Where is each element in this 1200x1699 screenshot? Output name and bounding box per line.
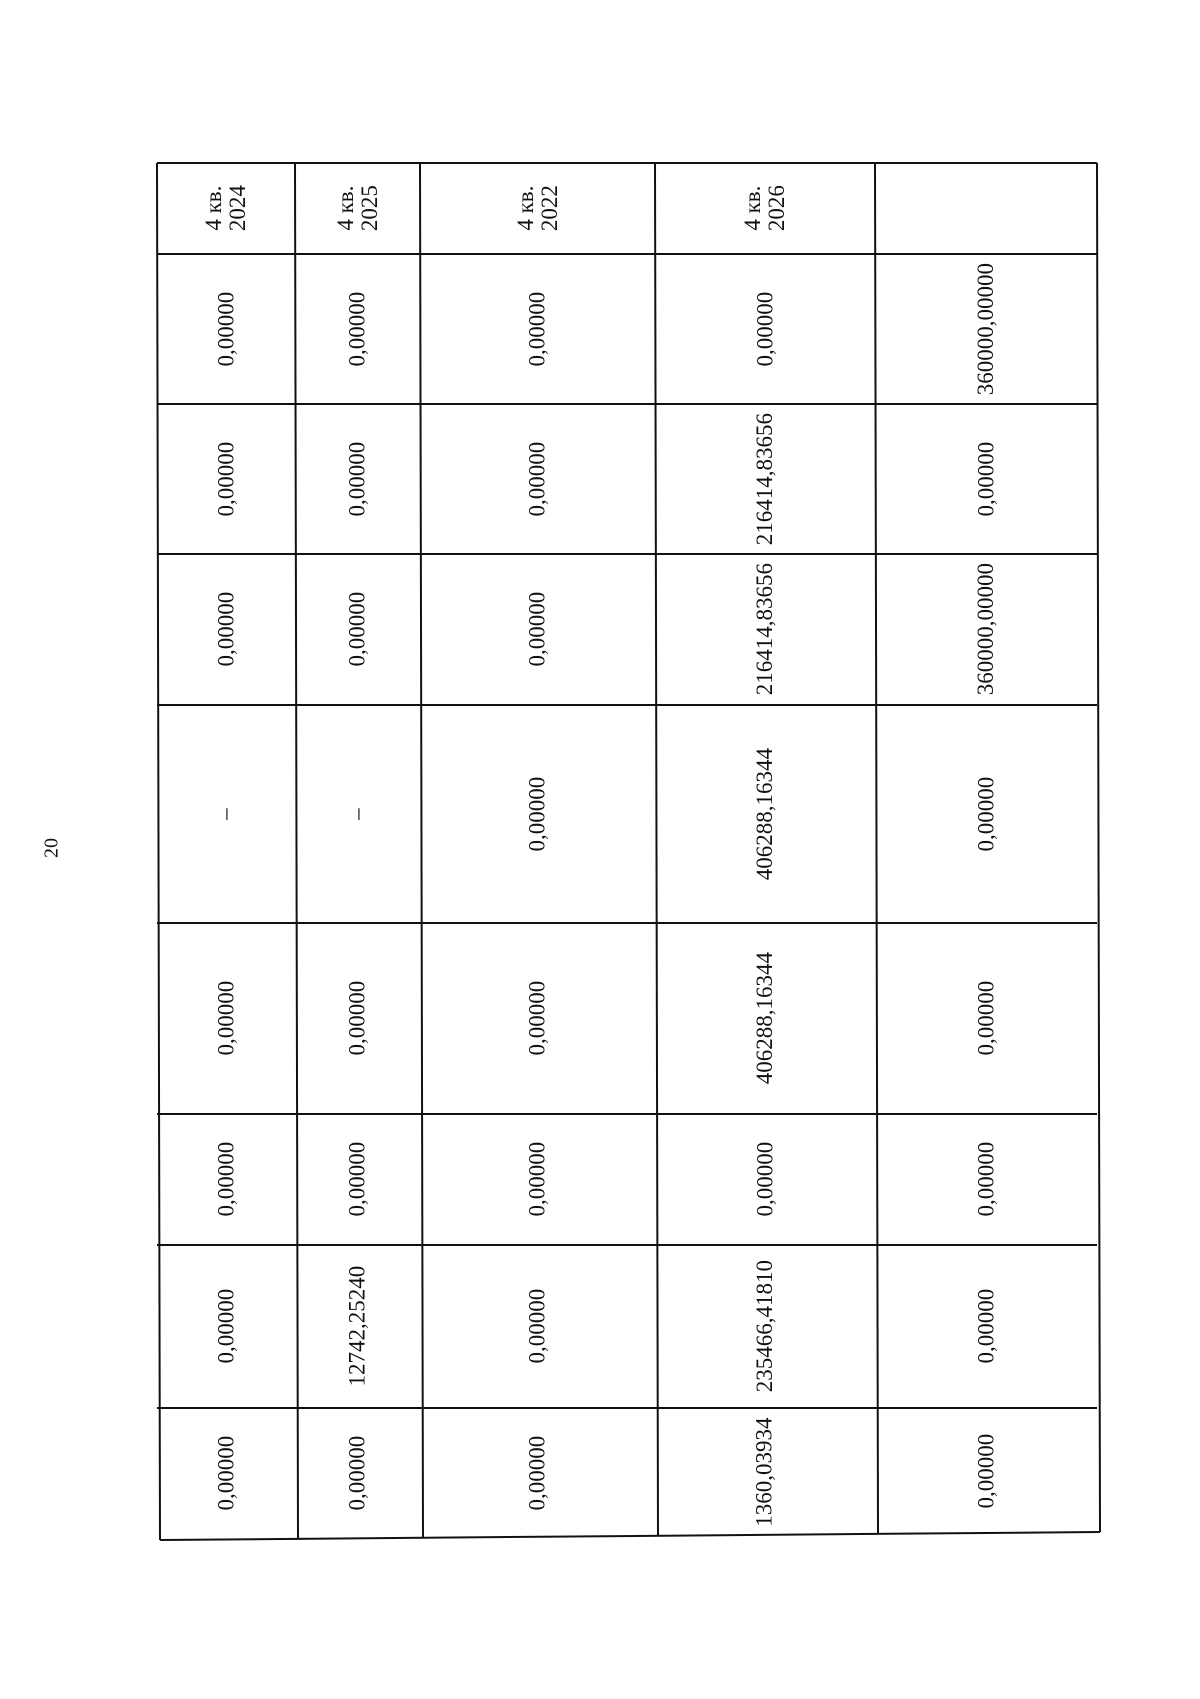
table-cell: 12742,25240 xyxy=(344,1266,370,1387)
table-cell: 0,00000 xyxy=(344,1435,370,1511)
table-cell: 0,00000 xyxy=(524,776,550,852)
table-cell: 0,00000 xyxy=(524,1289,550,1364)
table-cell: 0,00000 xyxy=(344,981,370,1056)
table-cell: 360000,00000 xyxy=(972,262,998,396)
table-cell: 0,00000 xyxy=(524,441,550,517)
table-cell: 0,00000 xyxy=(212,592,238,667)
table-cell: 0,00000 xyxy=(212,1142,238,1217)
table-cell: 0,00000 xyxy=(972,776,998,852)
table-cell: 0,00000 xyxy=(972,1289,998,1364)
table-cell: 0,00000 xyxy=(212,441,238,517)
table-cell: 0,00000 xyxy=(972,441,998,517)
table-cell: 0,00000 xyxy=(751,291,777,367)
table-cell: 0,00000 xyxy=(972,1142,998,1217)
table-cell: 360000,00000 xyxy=(972,563,998,696)
table-cell: – xyxy=(344,808,370,820)
table-cell: 0,00000 xyxy=(972,1433,998,1509)
table-cell: 0,00000 xyxy=(524,291,550,367)
table-cell: 0,00000 xyxy=(212,1289,238,1364)
table-cell: 0,00000 xyxy=(524,1435,550,1511)
table-cell: 1360,03934 xyxy=(751,1417,777,1527)
period-cell: 4 кв. 2024 xyxy=(200,185,250,232)
page-number: 20 xyxy=(40,838,63,858)
table-cell: 0,00000 xyxy=(212,981,238,1056)
table-cell: 0,00000 xyxy=(972,981,998,1056)
table-cell: 0,00000 xyxy=(212,1435,238,1511)
table-cell: – xyxy=(212,808,238,820)
table-cell: 0,00000 xyxy=(524,981,550,1056)
period-cell: 4 кв. 2022 xyxy=(512,185,562,232)
table-cell: 0,00000 xyxy=(751,1142,777,1217)
table-cell: 406288,16344 xyxy=(751,747,777,881)
table-cell: 0,00000 xyxy=(344,1142,370,1217)
table-cell: 0,00000 xyxy=(212,291,238,367)
table-cell: 0,00000 xyxy=(524,1142,550,1217)
table-cell: 0,00000 xyxy=(344,291,370,367)
period-cell: 4 кв. 2026 xyxy=(739,185,789,232)
table-cell: 0,00000 xyxy=(524,592,550,667)
table-cell: 406288,16344 xyxy=(751,952,777,1085)
table-cell: 216414,83656 xyxy=(751,563,777,696)
table-cell: 216414,83656 xyxy=(751,412,777,546)
period-cell: 4 кв. 2025 xyxy=(332,185,382,232)
table-cell: 0,00000 xyxy=(344,592,370,667)
period-cell xyxy=(875,163,1097,254)
table-cell: 235466,41810 xyxy=(751,1260,777,1393)
table-cell: 0,00000 xyxy=(344,441,370,517)
